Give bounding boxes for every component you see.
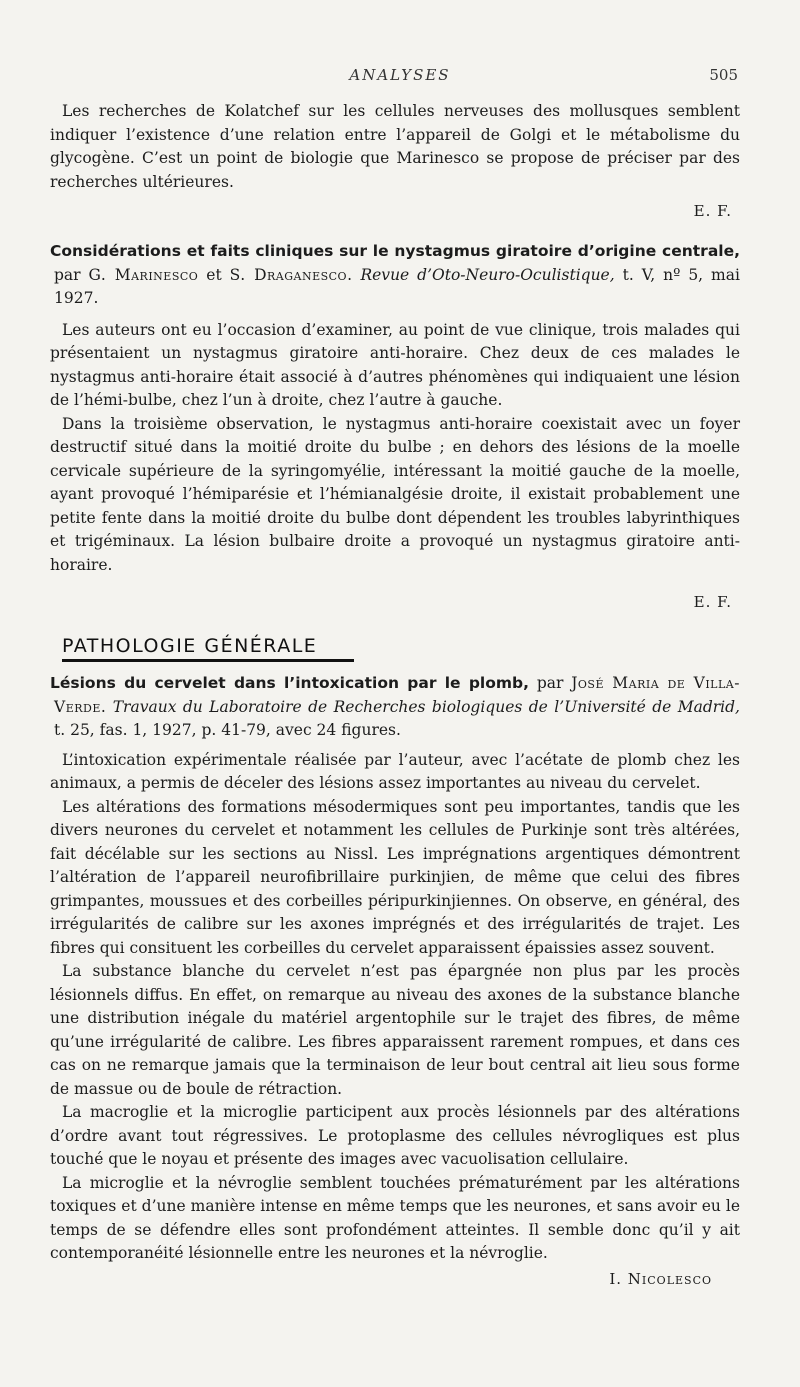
entry-author: S. Draganesco.	[229, 265, 353, 284]
entry-by: par	[536, 674, 564, 692]
review-entry-nystagmus	[50, 240, 740, 613]
entry-citation	[50, 672, 740, 743]
entry-paragraph: La substance blanche du cervelet n’est pas épargnée non plus par les procès lésionnels diffus. En effet, on remarque au niveau des axones de la substance blanche une distribution inégale du matériel argentophile sur le trajet des fibres, de même qu’une irrégularité de calibre. Les fibres apparaissent rarement rompues, et dans ces cas on ne remarque jamais que la terminaison de leur bout central ait lieu sous forme de massue ou de boule de rétraction.	[50, 962, 740, 1098]
running-title: ANALYSES	[349, 66, 451, 84]
entry-journal: Revue d’Oto-Neuro-Oculistique,	[360, 265, 615, 284]
entry-author: José Maria de Villa-Verde.	[54, 674, 740, 716]
entry-journal: Travaux du Laboratoire de Recherches biologiques de l’Université de Madrid,	[112, 697, 740, 716]
section-heading	[62, 635, 740, 662]
entry-paragraph: La macroglie et la microglie participent aux procès lésionnels par des altérations d’ordre avant tout régressives. Le protoplasme des cellules névrogliques est plus touché que le noyau et présente des images avec vacuolisation cellulaire.	[50, 1103, 740, 1168]
entry-by: par	[54, 265, 81, 284]
entry-paragraph: Dans la troisième observation, le nystagmus anti-horaire coexistait avec un foyer destructif situé dans la moitié droite du bulbe ; en dehors des lésions de la moelle cervicale supérieure de la syringomyélie, intéressant la moitié gauche de la moelle, ayant provoqué l’hémiparésie et l’hémianalgésie droite, il existait probablement une petite fente dans la moitié droite du bulbe dont dépendent les troubles labyrinthiques et trigéminaux. La lésion bulbaire droite a provoqué un nystagmus giratoire anti-horaire.	[50, 414, 740, 574]
entry-title: Considérations et faits cliniques sur le nystagmus giratoire d’origine centrale,	[50, 242, 740, 260]
entry-body	[50, 749, 740, 1266]
entry-author: G. Marinesco	[88, 265, 199, 284]
entry-signature: I. Nicolesco	[609, 1269, 712, 1288]
entry-and: et	[206, 265, 222, 284]
entry-paragraph: Les altérations des formations mésodermiques sont peu importantes, tandis que les divers neurones du cervelet et notamment les cellules de Purkinje sont très altérées, fait décélable sur les sections au Nissl. Les imprégnations argentiques démontrent l’altération de l’appareil neurofibrillaire purkinjien, de même que celui des fibres grimpantes, moussues et des corbeilles péripurkinjiennes. On observe, en général, des irrégularités de calibre sur les axones imprégnés et des irrégularités de trajet. Les fibres qui consituent les corbeilles du cervelet apparaissent épaissies assez souvent.	[50, 797, 740, 957]
entry-reference: t. 25, fas. 1, 1927, p. 41-79, avec 24 figures.	[54, 721, 401, 739]
section-title: PATHOLOGIE GÉNÉRALE	[62, 635, 318, 657]
intro-paragraph: Les recherches de Kolatchef sur les cellules nerveuses des mollusques semblent indiquer l’existence d’une relation entre l’appareil de Golgi et le métabolisme du glycogène. C’est un point de biologie que Marinesco se propose de préciser par des recherches ultérieures.	[50, 102, 740, 191]
page-number: 505	[709, 66, 738, 84]
entry-citation	[50, 240, 740, 311]
entry-signature: E. F.	[693, 593, 732, 611]
entry-reference: t. V, nº 5, mai 1927.	[54, 265, 740, 307]
running-head	[0, 66, 800, 86]
review-entry-cervelet	[50, 672, 740, 1288]
entry-paragraph: La microglie et la névroglie semblent touchées prématurément par les altérations toxiques et d’une manière intense en même temps que les neurones, et sans avoir eu le temps de se défendre elles sont profondément atteintes. Il semble donc qu’il y ait contemporanéité lésionnelle entre les neurones et la névroglie.	[50, 1173, 740, 1262]
entry-title: Lésions du cervelet dans l’intoxication par le plomb,	[50, 674, 530, 692]
entry-paragraph: L’intoxication expérimentale réalisée par l’auteur, avec l’acétate de plomb chez les animaux, a permis de déceler des lésions assez importantes au niveau du cervelet.	[50, 750, 740, 792]
section-rule	[62, 659, 354, 662]
intro-signature: E. F.	[693, 202, 732, 220]
entry-paragraph: Les auteurs ont eu l’occasion d’examiner, au point de vue clinique, trois malades qui présentaient un nystagmus giratoire anti-horaire. Chez deux de ces malades le nystagmus anti-horaire était associé à d’autres phénomènes qui indiquaient une lésion de l’hémi-bulbe, chez l’un à droite, chez l’autre à gauche.	[50, 320, 740, 409]
page-body	[50, 100, 740, 1288]
